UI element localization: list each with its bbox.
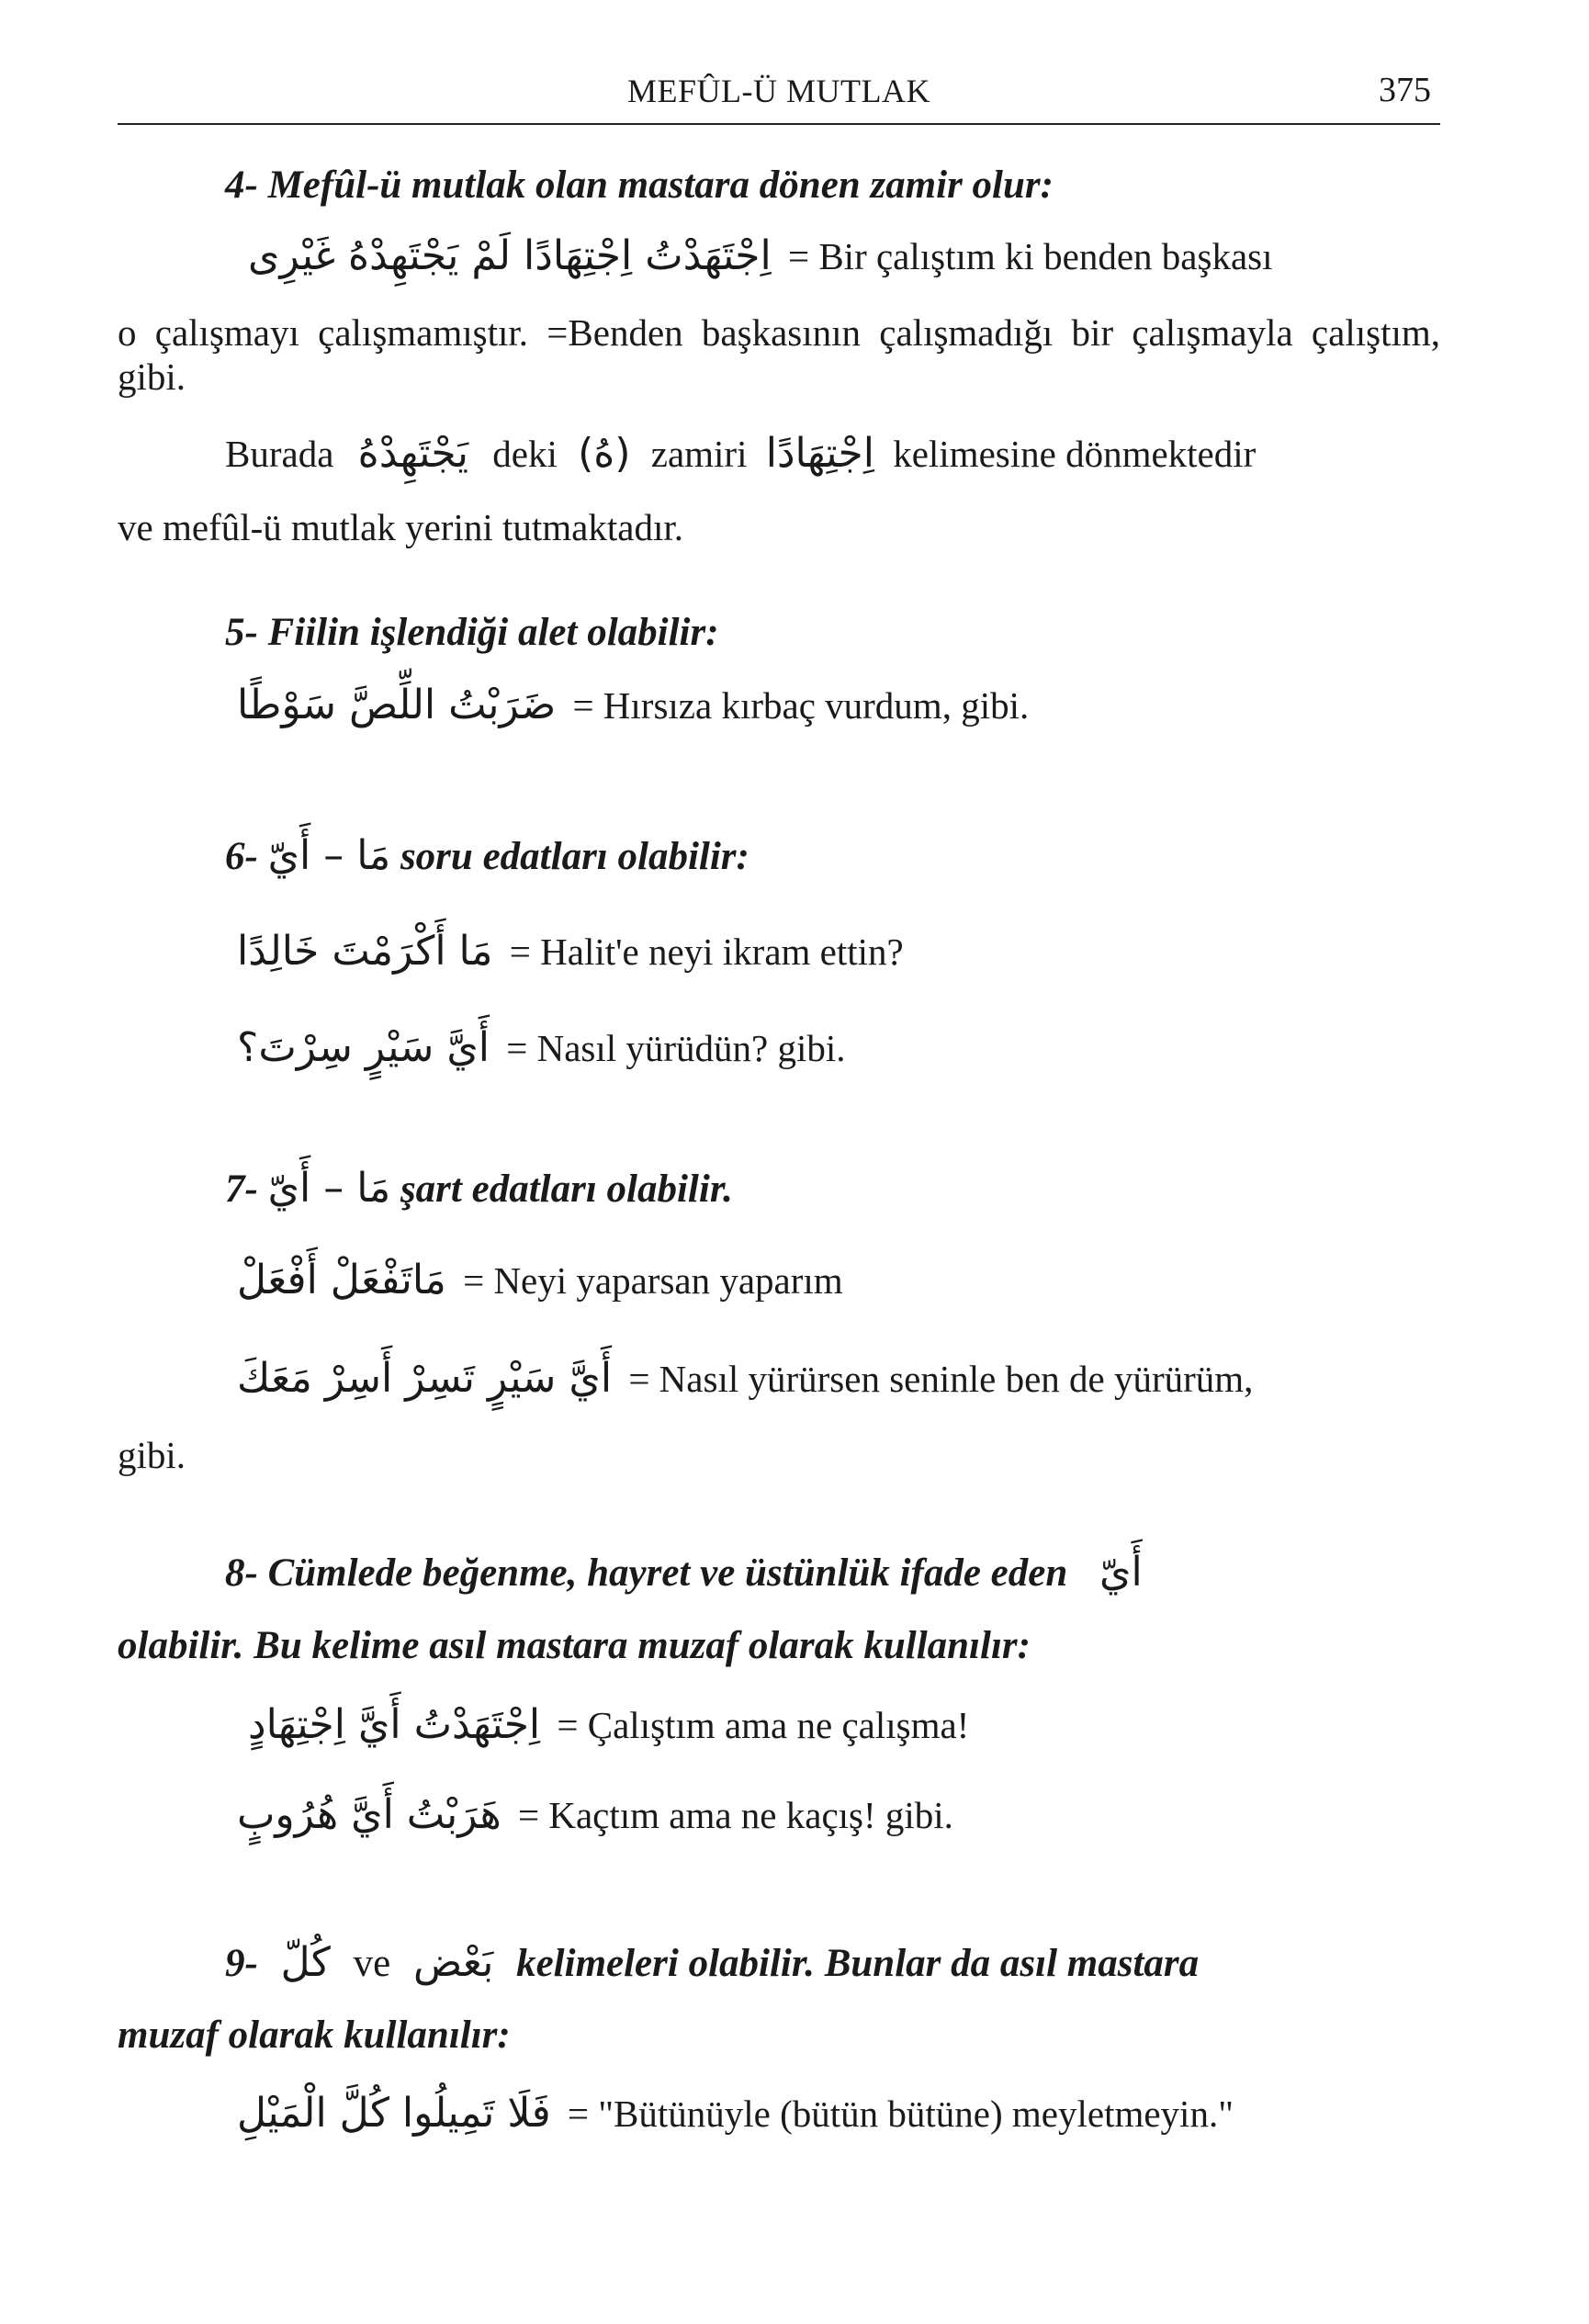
section-7-example-1 [237,1257,1452,1304]
heading-number: 9- [225,1942,258,1985]
page-number: 375 [1379,71,1431,109]
arabic-example: ضَرَبْتُ اللِّصَّ سَوْطًا [237,682,557,728]
section-7-example-2 [237,1355,1452,1403]
section-6-example-2 [237,1024,1452,1072]
heading-text: 8- Cümlede beğenme, hayret ve üstünlük ifade eden [225,1551,1068,1595]
heading-arabic: بَعْض [412,1939,494,1986]
arabic-example: مَاتَفْعَلْ أَفْعَلْ [237,1257,446,1303]
section-5-heading: 5- Fiilin işlendiği alet olabilir: [225,611,719,654]
note-arabic: يَجْتَهِدْهُ [357,430,469,477]
arabic-example: اِجْتَهَدْتُ اِجْتِهَادًا لَمْ يَجْتَهِدْهُ غَيْرِى [248,232,772,279]
heading-arabic: أَيّ [1099,1549,1143,1596]
heading-arabic: مَا – أَيّ [267,832,391,879]
translation: = Halit'e neyi ikram ettin? [509,931,904,973]
note-text: Burada [225,433,334,475]
heading-connector: ve [353,1942,391,1985]
section-4-note [225,432,1440,476]
translation: = Nasıl yürürsen seninle ben de yürürüm, [628,1358,1254,1400]
section-9-heading [225,1941,1440,1986]
section-6-heading [225,834,1440,879]
translation: = Nasıl yürüdün? gibi. [506,1027,846,1069]
translation: = Bir çalıştım ki benden başkası [787,235,1273,277]
heading-arabic: كُلّ [280,1939,331,1986]
translation: = Neyi yaparsan yaparım [463,1259,843,1302]
note-text: deki [492,433,558,475]
section-9-example-1 [237,2090,1452,2138]
arabic-example: اِجْتَهَدْتُ أَيَّ اِجْتِهَادٍ [248,1701,541,1748]
heading-text: şart edatları olabilir. [400,1168,733,1211]
section-7-tail: gibi. [118,1434,186,1476]
heading-number: 7- [225,1168,258,1211]
section-8-example-1 [248,1701,1463,1749]
section-8-heading-cont: olabilir. Bu kelime asıl mastara muzaf olarak kullanılır: [118,1624,1031,1667]
arabic-example: أَيَّ سَيْرٍ سِرْتَ؟ [237,1024,490,1071]
translation: = "Bütünüyle (bütün bütüne) meyletmeyin." [567,2093,1234,2135]
arabic-example: هَرَبْتُ أَيَّ هُرُوبٍ [237,1791,501,1838]
section-4-translation-cont: o çalışmayı çalışmamıştır. =Benden başkasının çalışmadığı bir çalışmayla çalıştım, gibi. [118,311,1440,398]
heading-arabic: مَا – أَيّ [267,1165,391,1212]
note-arabic: اِجْتِهَادًا [765,430,874,477]
running-header [118,64,1440,125]
section-6-example-1 [237,928,1452,976]
heading-text: kelimeleri olabilir. Bunlar da asıl mastara [516,1942,1200,1985]
note-text: kelimesine dönmektedir [893,433,1257,475]
section-5-example [237,682,1452,729]
translation: = Çalıştım ama ne çalışma! [557,1704,970,1746]
translation: = Hırsıza kırbaç vurdum, gibi. [572,684,1030,727]
section-9-heading-cont: muzaf olarak kullanılır: [118,2014,511,2057]
translation: = Kaçtım ama ne kaçış! gibi. [517,1794,953,1836]
heading-text: soru edatları olabilir: [400,835,749,878]
arabic-example: مَا أَكْرَمْتَ خَالِدًا [237,928,493,975]
section-8-example-2 [237,1791,1452,1839]
section-4-note-cont: ve mefûl-ü mutlak yerini tutmaktadır. [118,506,683,548]
arabic-example: فَلَا تَمِيلُوا كُلَّ الْمَيْلِ [237,2090,551,2137]
note-text: zamiri [650,433,748,475]
note-arabic: (هُ) [578,430,631,477]
heading-number: 6- [225,835,258,878]
header-title: MEFÛL-Ü MUTLAK [627,73,930,109]
section-8-heading [225,1551,1440,1596]
section-7-heading [225,1167,1440,1212]
section-4-example [248,232,1440,280]
section-4-heading: 4- Mefûl-ü mutlak olan mastara dönen zamir olur: [225,164,1054,207]
arabic-example: أَيَّ سَيْرٍ تَسِرْ أَسِرْ مَعَكَ [237,1355,613,1402]
